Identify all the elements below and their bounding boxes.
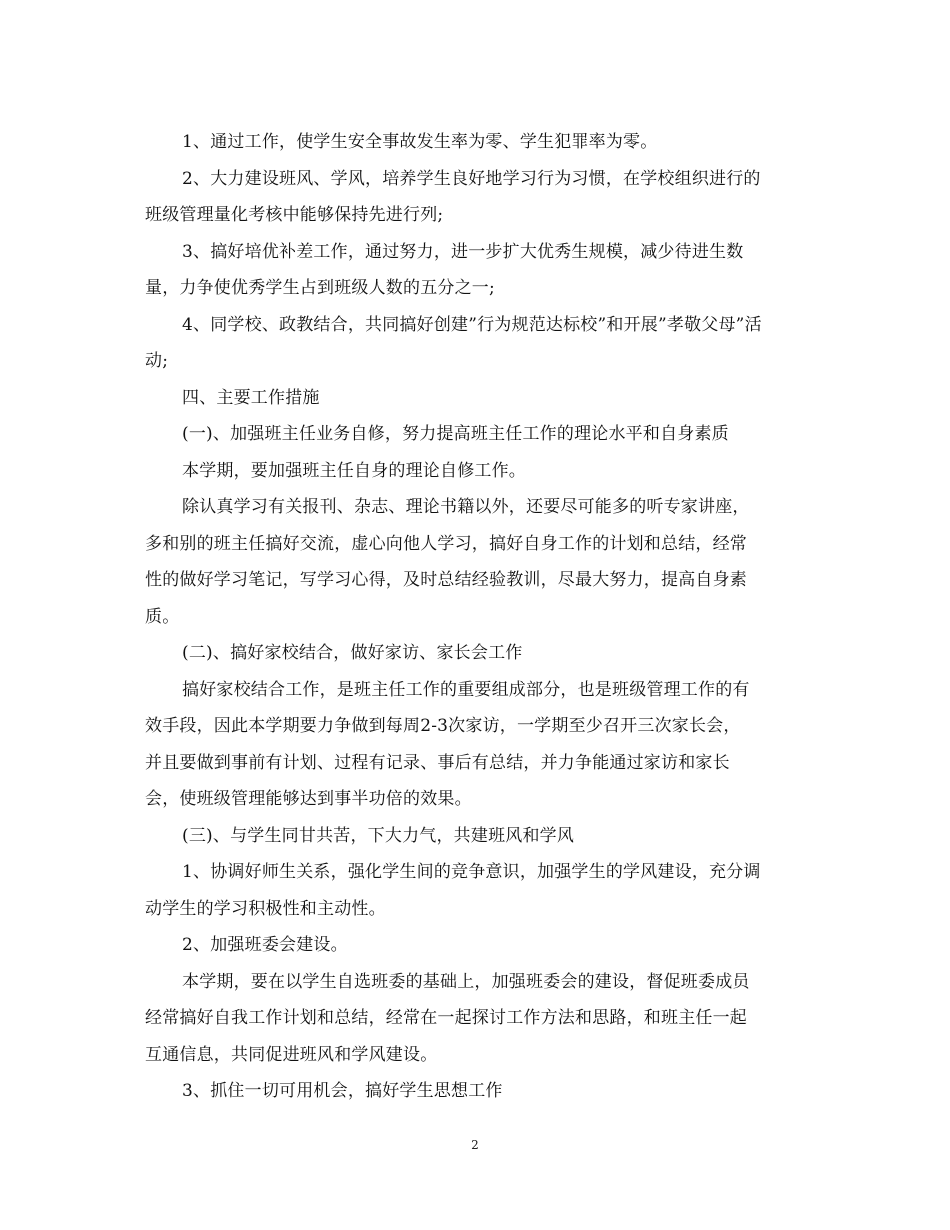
text-line: 会，使班级管理能够达到事半功倍的效果。 <box>145 789 472 809</box>
text-line: (二)、搞好家校结合，做好家访、家长会工作 <box>182 643 523 663</box>
text-line: 效手段，因此本学期要力争做到每周2-3次家访，一学期至少召开三次家长会， <box>145 716 741 736</box>
text-line: 并且要做到事前有计划、过程有记录、事后有总结，并力争能通过家访和家长 <box>145 752 730 773</box>
text-line: 2、加强班委会建设。 <box>182 935 348 955</box>
paragraph <box>145 927 810 964</box>
text-line: 4、同学校、政教结合，共同搞好创建”行为规范达标校”和开展”孝敬父母”活 <box>182 314 762 335</box>
paragraph <box>145 635 810 672</box>
text-line: 经常搞好自我工作计划和总结，经常在一起探讨工作方法和思路，和班主任一起 <box>145 1008 747 1028</box>
paragraph <box>145 307 810 380</box>
document-body <box>145 124 810 1110</box>
paragraph <box>145 453 810 490</box>
text-line: 1、协调好师生关系，强化学生间的竞争意识，加强学生的学风建设，充分调 <box>182 862 761 882</box>
text-line: 2、大力建设班风、学风，培养学生良好地学习行为习惯，在学校组织进行的 <box>182 168 761 189</box>
text-line: 除认真学习有关报刊、杂志、理论书籍以外，还要尽可能多的听专家讲座， <box>182 497 750 517</box>
text-line: 量，力争使优秀学生占到班级人数的五分之一; <box>145 278 495 298</box>
text-line: 互通信息，共同促进班风和学风建设。 <box>145 1044 438 1065</box>
text-line: 搞好家校结合工作，是班主任工作的重要组成部分，也是班级管理工作的有 <box>182 679 750 700</box>
paragraph <box>145 964 810 1074</box>
text-line: 3、搞好培优补差工作，通过努力，进一步扩大优秀生规模，减少待进生数 <box>182 241 744 262</box>
paragraph <box>145 124 810 161</box>
paragraph <box>145 672 810 818</box>
paragraph <box>145 854 810 927</box>
text-line: 性的做好学习笔记，写学习心得，及时总结经验教训，尽最大努力，提高自身素 <box>145 570 747 590</box>
text-line: (一)、加强班主任业务自修，努力提高班主任工作的理论水平和自身素质 <box>182 424 729 444</box>
paragraph <box>145 1073 810 1110</box>
paragraph <box>145 380 810 417</box>
paragraph <box>145 489 810 635</box>
text-line: (三)、与学生同甘共苦，下大力气，共建班风和学风 <box>182 825 575 846</box>
paragraph <box>145 161 810 234</box>
text-line: 3、抓住一切可用机会，搞好学生思想工作 <box>182 1081 503 1101</box>
paragraph <box>145 818 810 855</box>
text-line: 四、主要工作措施 <box>182 387 320 408</box>
text-line: 多和别的班主任搞好交流，虚心向他人学习，搞好自身工作的计划和总结，经常 <box>145 533 747 554</box>
text-line: 本学期，要在以学生自选班委的基础上，加强班委会的建设，督促班委成员 <box>182 971 750 992</box>
paragraph <box>145 234 810 307</box>
text-line: 动; <box>145 351 169 371</box>
text-line: 质。 <box>145 606 180 627</box>
text-line: 1、通过工作，使学生安全事故发生率为零、学生犯罪率为零。 <box>182 132 658 152</box>
text-line: 动学生的学习积极性和主动性。 <box>145 898 386 919</box>
text-line: 班级管理量化考核中能够保持先进行列; <box>145 205 444 225</box>
paragraph <box>145 416 810 453</box>
page-number: 2 <box>471 1138 479 1152</box>
text-line: 本学期，要加强班主任自身的理论自修工作。 <box>182 460 526 481</box>
